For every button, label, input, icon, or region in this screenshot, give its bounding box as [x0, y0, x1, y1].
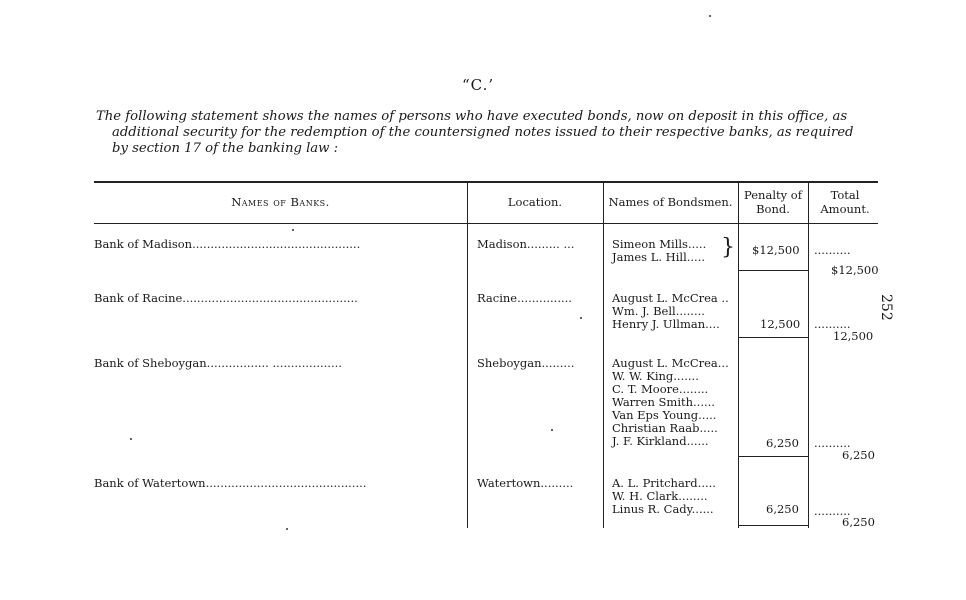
- penalty-amount: 12,500: [760, 317, 801, 331]
- bondsman: C. T. Moore........: [612, 382, 709, 396]
- bondsman: Warren Smith......: [612, 395, 715, 409]
- column-divider: [738, 182, 739, 528]
- penalty-amount: 6,250: [766, 502, 799, 516]
- scan-speck: [709, 15, 711, 17]
- bondsman: Wm. J. Bell........: [612, 304, 705, 318]
- page-number: 252: [878, 294, 894, 321]
- bondsman: A. L. Pritchard.....: [612, 476, 716, 490]
- intro-line: The following statement shows the names of persons who have executed bonds, now on deposit in this office, as: [96, 109, 848, 124]
- column-divider: [467, 182, 468, 528]
- penalty-amount: 6,250: [766, 436, 799, 450]
- column-header-total: Total Amount.: [820, 188, 870, 216]
- location-name: Racine: [477, 291, 518, 305]
- bondsman: August L. McCrea ..: [612, 291, 729, 305]
- total-amount: 6,250: [842, 448, 875, 462]
- penalty-subtotal-rule: [739, 337, 808, 338]
- table-top-rule: [94, 181, 878, 183]
- header-bottom-rule: [94, 223, 878, 224]
- bondsman: W. W. King.......: [612, 369, 699, 383]
- table-row: Bank of Madison..............................................: [94, 237, 361, 251]
- penalty-subtotal-rule: [739, 525, 808, 526]
- table-row: Bank of Sheboygan................. ...................: [94, 356, 342, 370]
- bank-name: Bank of Racine: [94, 291, 183, 305]
- column-header-bondsmen: Names of Bondsmen.: [608, 195, 733, 209]
- table-row: Bank of Watertown............................................: [94, 476, 367, 490]
- penalty-subtotal-rule: [739, 270, 808, 271]
- total-leader: ..........: [814, 436, 851, 450]
- column-header-location: Location.: [507, 195, 563, 209]
- location-name: Watertown: [477, 476, 541, 490]
- bondsman: James L. Hill.....: [612, 250, 706, 264]
- intro-statement: [96, 109, 882, 157]
- column-divider: [603, 182, 604, 528]
- bank-name: Bank of Sheboygan: [94, 356, 207, 370]
- location-cell: Madison......... ...: [477, 237, 575, 251]
- total-leader: ..........: [814, 243, 851, 257]
- location-cell: Sheboygan.........: [477, 356, 575, 370]
- total-amount: $12,500: [831, 263, 879, 277]
- bank-name: Bank of Watertown: [94, 476, 206, 490]
- intro-line: by section 17 of the banking law :: [112, 141, 339, 156]
- scan-speck: [286, 528, 288, 530]
- bondsman: Henry J. Ullman....: [612, 317, 720, 331]
- location-name: Sheboygan: [477, 356, 542, 370]
- penalty-subtotal-rule: [739, 456, 808, 457]
- brace-icon: }: [721, 235, 735, 260]
- section-heading: “C.’: [462, 76, 495, 94]
- bondsman: J. F. Kirkland......: [612, 434, 709, 448]
- scan-speck: [292, 229, 294, 231]
- penalty-amount: $12,500: [752, 243, 800, 257]
- location-cell: Racine...............: [477, 291, 572, 305]
- intro-line: additional security for the redemption of the countersigned notes issued to their respective banks, as required: [112, 125, 854, 140]
- bondsman: August L. McCrea...: [612, 356, 729, 370]
- total-amount: 12,500: [833, 329, 874, 343]
- total-leader: ..........: [814, 317, 851, 331]
- bondsman: W. H. Clark........: [612, 489, 708, 503]
- bondsman: Linus R. Cady......: [612, 502, 714, 516]
- scan-speck: [580, 317, 582, 319]
- table-row: Bank of Racine................................................: [94, 291, 358, 305]
- column-header-bank: Names of Banks.: [231, 195, 330, 209]
- total-leader: ..........: [814, 504, 851, 518]
- location-name: Madison: [477, 237, 527, 251]
- bank-name: Bank of Madison: [94, 237, 193, 251]
- column-divider: [808, 182, 809, 528]
- scan-speck: [130, 438, 132, 440]
- location-cell: Watertown.........: [477, 476, 574, 490]
- bondsman: Van Eps Young.....: [612, 408, 717, 422]
- scan-speck: [551, 429, 553, 431]
- bondsman: Simeon Mills.....: [612, 237, 707, 251]
- bondsman: Christian Raab.....: [612, 421, 718, 435]
- column-header-penalty: Penalty of Bond.: [744, 188, 802, 216]
- total-amount: 6,250: [842, 515, 875, 529]
